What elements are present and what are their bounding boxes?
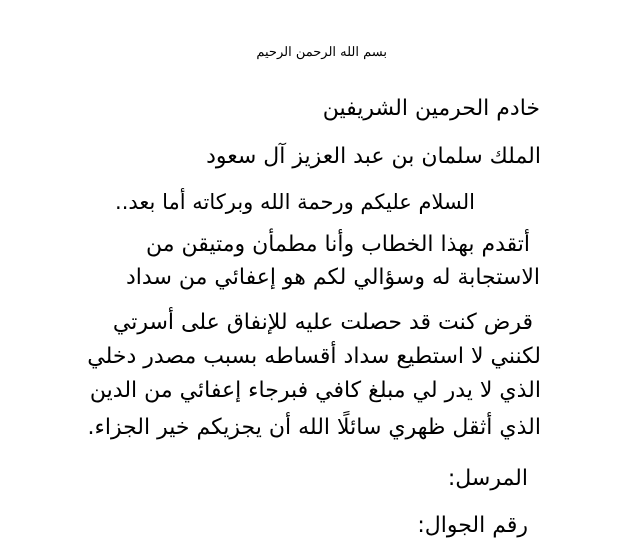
letter-body-line: الذي أثقل ظهري سائلًا الله أن يجزيكم خير الجزاء. — [87, 415, 541, 440]
basmala-heading: بسم الله الرحمن الرحيم — [256, 45, 387, 60]
recipient-name: الملك سلمان بن عبد العزيز آل سعود — [206, 144, 541, 169]
recipient-title: خادم الحرمين الشريفين — [322, 96, 540, 121]
letter-body-line: الاستجابة له وسؤالي لكم هو إعفائي من سداد — [126, 265, 540, 290]
sender-label: المرسل: — [447, 466, 528, 491]
letter-body-line: قرض كنت قد حصلت عليه للإنفاق على أسرتي — [112, 310, 533, 335]
greeting-line: السلام عليكم ورحمة الله وبركاته أما بعد.. — [115, 190, 475, 214]
letter-body-line: الذي لا يدر لي مبلغ كافي فبرجاء إعفائي من الدين — [89, 378, 541, 403]
letter-body-line: لكنني لا استطيع سداد أقساطه بسبب مصدر دخلي — [87, 344, 541, 369]
mobile-number-label: رقم الجوال: — [417, 513, 528, 538]
letter-body-line: أتقدم بهذا الخطاب وأنا مطمأن ومتيقن من — [146, 232, 530, 257]
